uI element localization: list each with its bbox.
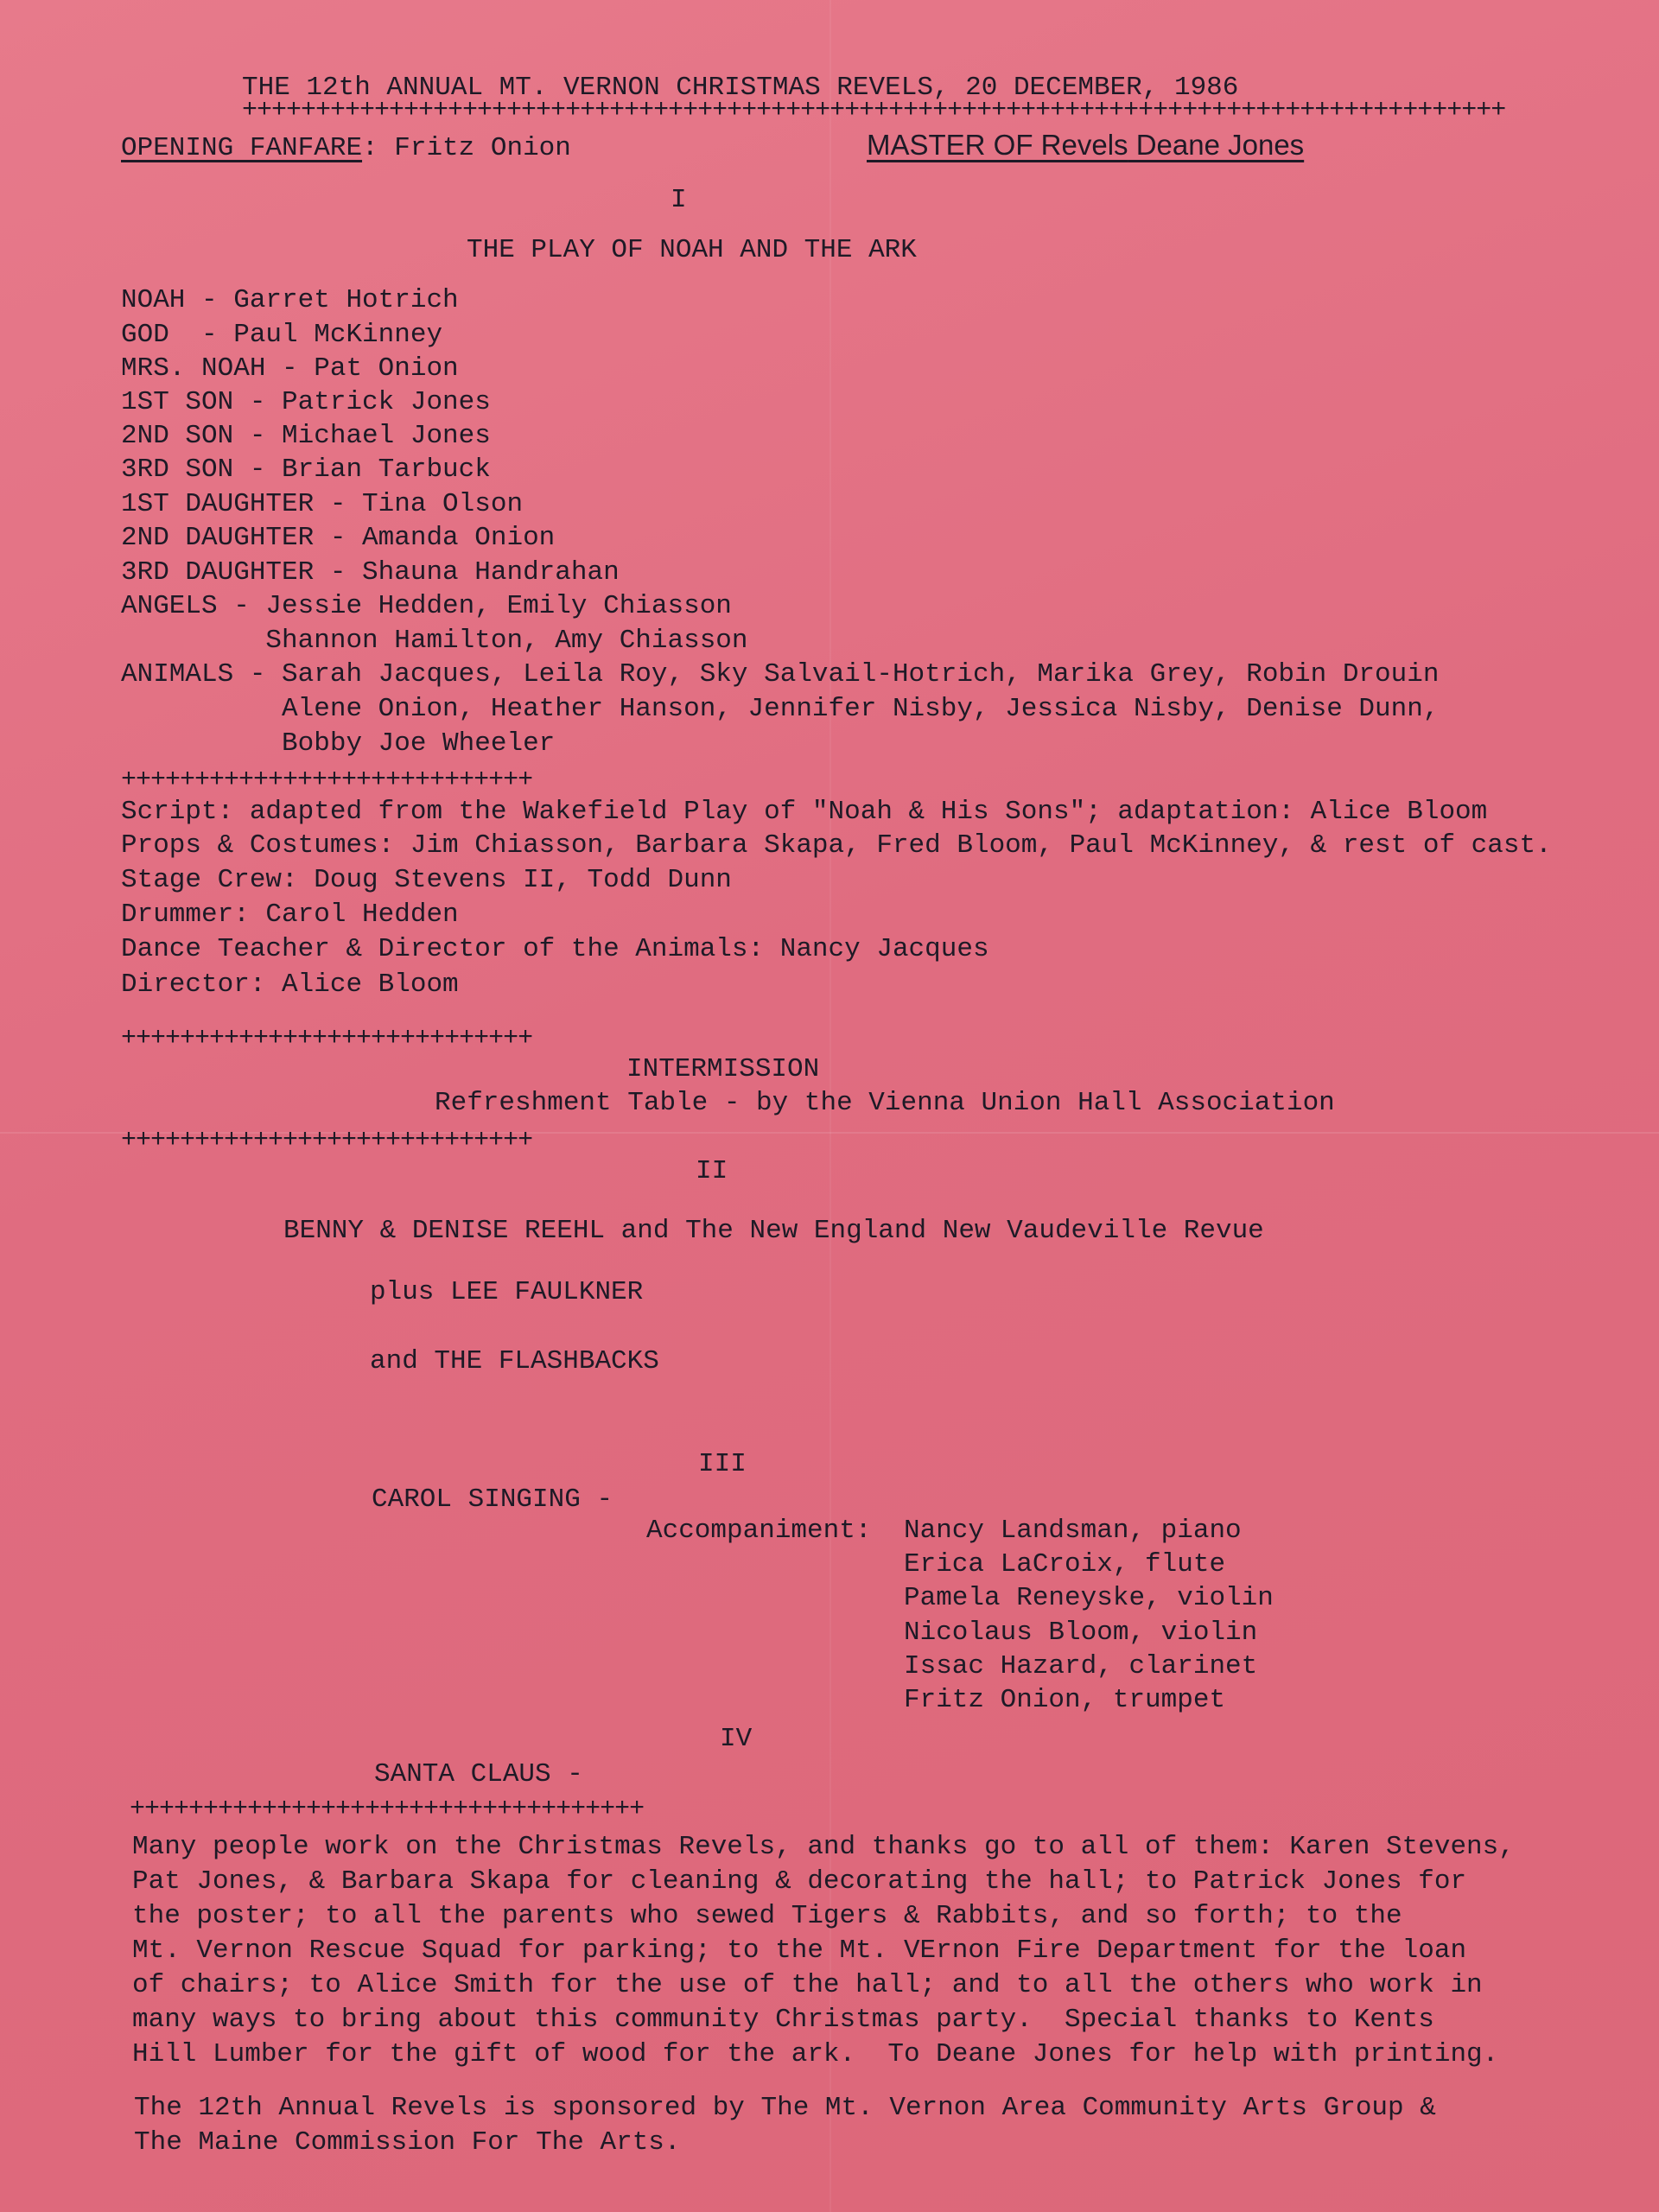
- credit-line: Director: Alice Bloom: [121, 969, 459, 1000]
- cast-line: GOD - Paul McKinney: [121, 320, 443, 350]
- cast-line: 1ST DAUGHTER - Tina Olson: [121, 489, 524, 519]
- master-label: MASTER OF Revels: [867, 129, 1128, 161]
- cast-line: Alene Onion, Heather Hanson, Jennifer Nisby, Jessica Nisby, Denise Dunn,: [121, 694, 1440, 724]
- sponsor-line: The 12th Annual Revels is sponsored by The Mt. Vernon Area Community Arts Group &: [134, 2093, 1436, 2123]
- thanks-line: Pat Jones, & Barbara Skapa for cleaning & decorating the hall; to Patrick Jones for: [132, 1866, 1467, 1897]
- thanks-line: of chairs; to Alice Smith for the use of the hall; and to all the others who work in: [132, 1970, 1483, 2000]
- cast-line: Shannon Hamilton, Amy Chiasson: [121, 626, 748, 656]
- title-divider: ++++++++++++++++++++++++++++++++++++++++++++++++++++++++++++++++++++++++++++++++++++++: [242, 96, 1506, 125]
- cast-line: 3RD SON - Brian Tarbuck: [121, 454, 491, 485]
- thanks-line: Many people work on the Christmas Revels, and thanks go to all of them: Karen Stevens,: [132, 1832, 1515, 1862]
- section-1-title: THE PLAY OF NOAH AND THE ARK: [467, 235, 917, 265]
- master-name: Deane Jones: [1128, 129, 1305, 161]
- section-4-divider: +++++++++++++++++++++++++++++++++++: [130, 1795, 645, 1824]
- credit-line: Drummer: Carol Hedden: [121, 899, 459, 930]
- master-of-revels: [867, 128, 1304, 162]
- sponsor-line: The Maine Commission For The Arts.: [134, 2127, 681, 2158]
- musician-line: Pamela Reneyske, violin: [904, 1583, 1274, 1613]
- cast-line: 2ND DAUGHTER - Amanda Onion: [121, 523, 556, 553]
- opening-fanfare: [121, 131, 571, 166]
- section-numeral-1: I: [671, 185, 687, 215]
- cast-line: 1ST SON - Patrick Jones: [121, 387, 491, 417]
- fanfare-name: : Fritz Onion: [362, 133, 571, 163]
- fanfare-label: OPENING FANFARE: [121, 133, 363, 163]
- intermission-divider: ++++++++++++++++++++++++++++: [121, 1126, 533, 1155]
- cast-line: 3RD DAUGHTER - Shauna Handrahan: [121, 557, 620, 588]
- cast-line: 2ND SON - Michael Jones: [121, 421, 491, 451]
- thanks-line: Mt. Vernon Rescue Squad for parking; to the Mt. VErnon Fire Department for the loan: [132, 1936, 1467, 1966]
- credits-divider: ++++++++++++++++++++++++++++: [121, 1024, 533, 1053]
- cast-line: ANIMALS - Sarah Jacques, Leila Roy, Sky Salvail-Hotrich, Marika Grey, Robin Drouin: [121, 659, 1440, 690]
- cast-line: ANGELS - Jessie Hedden, Emily Chiasson: [121, 591, 732, 621]
- musician-line: Nancy Landsman, piano: [904, 1516, 1242, 1546]
- cast-line: NOAH - Garret Hotrich: [121, 285, 459, 315]
- credit-line: Stage Crew: Doug Stevens II, Todd Dunn: [121, 865, 732, 895]
- thanks-line: many ways to bring about this community Christmas party. Special thanks to Kents: [132, 2005, 1434, 2035]
- section-2-line-1: BENNY & DENISE REEHL and The New England New Vaudeville Revue: [283, 1216, 1264, 1246]
- credit-line: Props & Costumes: Jim Chiasson, Barbara Skapa, Fred Bloom, Paul McKinney, & rest of cast.: [121, 830, 1552, 861]
- program-title: THE 12th ANNUAL MT. VERNON CHRISTMAS REVELS, 20 DECEMBER, 1986: [242, 73, 1239, 103]
- section-2-line-3: and THE FLASHBACKS: [370, 1346, 659, 1376]
- credit-line: Script: adapted from the Wakefield Play of "Noah & His Sons"; adaptation: Alice Bloom: [121, 797, 1488, 827]
- accompaniment-label: Accompaniment:: [646, 1516, 872, 1546]
- section-numeral-3: III: [698, 1449, 747, 1479]
- intermission-note: Refreshment Table - by the Vienna Union Hall Association: [435, 1088, 1335, 1118]
- musician-line: Nicolaus Bloom, violin: [904, 1618, 1258, 1648]
- cast-line: MRS. NOAH - Pat Onion: [121, 353, 459, 384]
- intermission-title: INTERMISSION: [626, 1054, 820, 1084]
- musician-line: Issac Hazard, clarinet: [904, 1651, 1258, 1681]
- section-3-title: CAROL SINGING -: [372, 1484, 613, 1515]
- section-4-title: SANTA CLAUS -: [374, 1759, 583, 1789]
- thanks-line: Hill Lumber for the gift of wood for the ark. To Deane Jones for help with printing.: [132, 2039, 1499, 2069]
- musician-line: Erica LaCroix, flute: [904, 1549, 1226, 1580]
- musician-line: Fritz Onion, trumpet: [904, 1685, 1226, 1715]
- section-numeral-2: II: [696, 1156, 728, 1186]
- section-2-line-2: plus LEE FAULKNER: [370, 1277, 644, 1307]
- credit-line: Dance Teacher & Director of the Animals: Nancy Jacques: [121, 934, 989, 964]
- thanks-line: the poster; to all the parents who sewed Tigers & Rabbits, and so forth; to the: [132, 1901, 1402, 1931]
- cast-divider: ++++++++++++++++++++++++++++: [121, 766, 533, 795]
- cast-line: Bobby Joe Wheeler: [121, 728, 556, 759]
- section-numeral-4: IV: [720, 1724, 753, 1754]
